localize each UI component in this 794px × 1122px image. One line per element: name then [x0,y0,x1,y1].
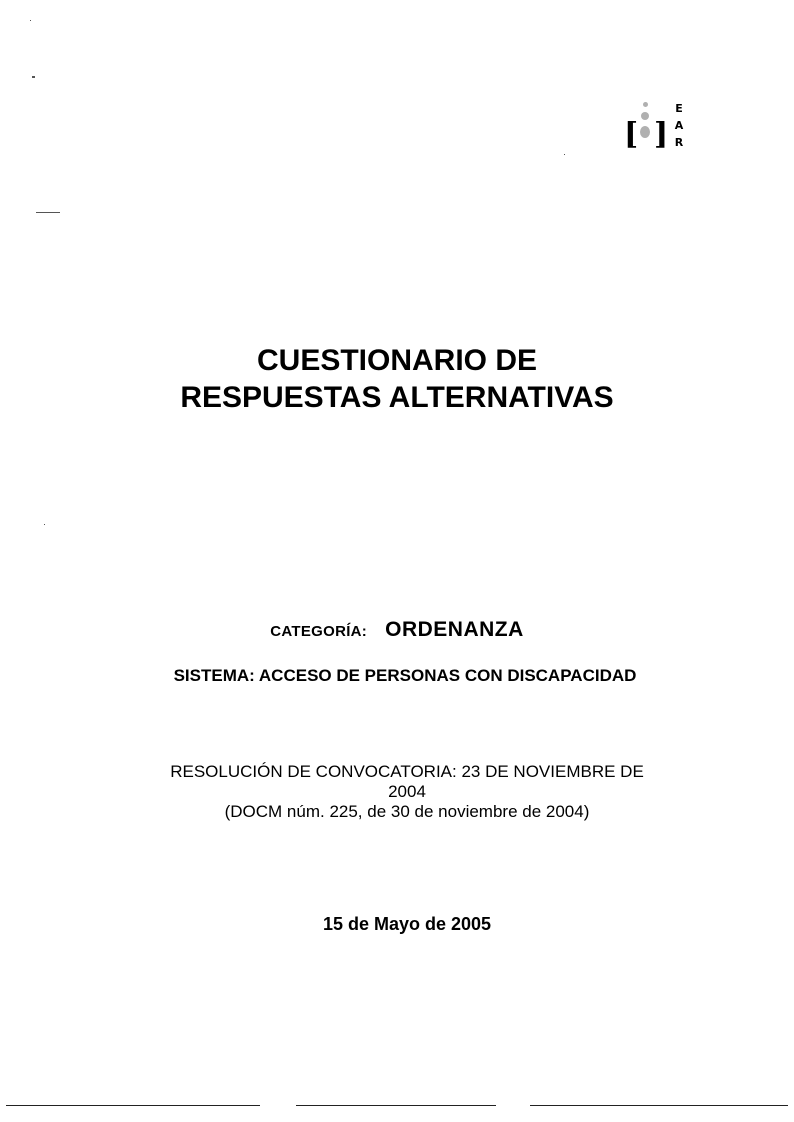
footer-rule [296,1105,496,1106]
category-label: CATEGORÍA: [270,623,368,640]
category-row [0,618,794,642]
footer-rule [6,1105,260,1106]
logo-dot [640,126,650,138]
institution-logo [624,100,688,160]
scan-speck [564,154,565,155]
logo-left-bracket: [ [624,117,639,152]
logo-right-bracket: ] [654,117,669,152]
title-line-2: RESPUESTAS ALTERNATIVAS [180,381,614,414]
scan-speck [30,20,31,21]
resolution-line-1: RESOLUCIÓN DE CONVOCATORIA: 23 DE NOVIEMBRE DE [170,762,644,781]
resolution-block [0,762,794,822]
resolution-line-2: 2004 [388,782,426,801]
system-line: SISTEMA: ACCESO DE PERSONAS CON DISCAPACIDAD [173,666,637,685]
scan-speck [32,76,35,78]
logo-letter: E [675,102,683,115]
category-value: ORDENANZA [385,618,524,641]
document-title [0,342,794,416]
logo-letter: A [674,119,684,132]
exam-date: 15 de Mayo de 2005 [322,914,492,934]
scan-speck [36,212,60,213]
logo-dot [643,102,648,107]
resolution-line-3: (DOCM núm. 225, de 30 de noviembre de 2004) [224,802,590,821]
logo-dot [641,112,649,120]
logo-letter: R [674,136,684,149]
scan-speck [44,524,45,525]
footer-rule [530,1105,788,1106]
title-line-1: CUESTIONARIO DE [256,344,538,377]
logo-letters [672,100,686,151]
